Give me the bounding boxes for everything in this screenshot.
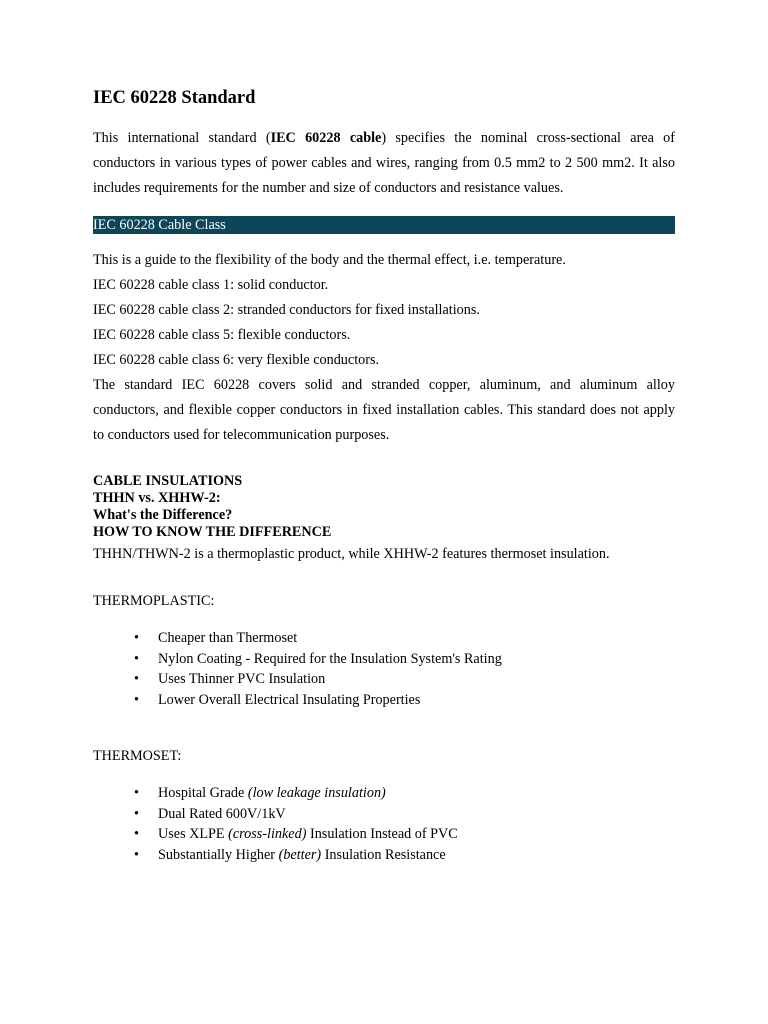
- thhn-statement: THHN/THWN-2 is a thermoplastic product, while XHHW-2 features thermoset insulation.: [93, 546, 610, 562]
- cable-class-list: [93, 248, 675, 373]
- bullet-icon: •: [134, 691, 139, 708]
- thermoset-label: THERMOSET:: [93, 748, 182, 764]
- list-item-text: Dual Rated 600V/1kV: [158, 805, 286, 822]
- class-2-line: IEC 60228 cable class 2: stranded conductors for fixed installations.: [93, 302, 480, 318]
- list-item-text: Hospital Grade: [158, 785, 248, 801]
- class-1-line: IEC 60228 cable class 1: solid conductor.: [93, 277, 329, 293]
- list-item-text: Uses XLPE: [158, 826, 229, 842]
- list-item: [93, 804, 675, 825]
- list-item-text: Cheaper than Thermoset: [158, 630, 298, 646]
- page-title: IEC 60228 Standard: [93, 88, 256, 108]
- heading-how-to-know: HOW TO KNOW THE DIFFERENCE: [93, 524, 332, 540]
- bullet-icon: •: [134, 630, 139, 646]
- heading-cable-insulations: CABLE INSULATIONS: [93, 473, 243, 489]
- class-6-line: IEC 60228 cable class 6: very flexible conductors.: [93, 352, 380, 368]
- list-item-text-end: Insulation Resistance: [321, 846, 446, 863]
- list-item-italic: (cross-linked): [228, 826, 307, 842]
- heading-thhn-vs-xhhw: THHN vs. XHHW-2:: [93, 490, 221, 506]
- list-item: [93, 845, 675, 866]
- list-item-text: Lower Overall Electrical Insulating Properties: [158, 691, 421, 708]
- insulation-headings: [93, 473, 331, 541]
- bullet-icon: •: [134, 650, 139, 667]
- thermoplastic-list: [93, 628, 675, 710]
- list-item-text: Nylon Coating - Required for the Insulation System's Rating: [158, 650, 502, 667]
- class-5-line: IEC 60228 cable class 5: flexible conductors.: [93, 327, 351, 343]
- list-item: [93, 669, 675, 690]
- list-item: [93, 649, 675, 670]
- list-item: [93, 690, 675, 711]
- intro-bold-term: IEC 60228 cable: [270, 130, 382, 146]
- bullet-icon: •: [134, 826, 139, 842]
- intro-text-end: ) specifies the nominal cross-sectional area of conductors in various types of power cables and wires, ranging from 0.5 mm2 to 2 500 mm2. It also includes requirements for the number and size of conductors and resistance values.: [93, 130, 675, 196]
- list-item-text: Uses Thinner PVC Insulation: [158, 671, 326, 687]
- bullet-icon: •: [134, 671, 139, 687]
- list-item-text-end: Insulation Instead of PVC: [306, 826, 458, 842]
- list-item-italic: (low leakage insulation): [247, 785, 386, 801]
- intro-paragraph: [93, 126, 675, 201]
- bullet-icon: •: [134, 805, 139, 822]
- section-heading-bar: IEC 60228 Cable Class: [93, 216, 675, 234]
- thermoset-list: [93, 783, 675, 865]
- intro-text-start: This international standard (: [93, 130, 271, 146]
- covers-paragraph: The standard IEC 60228 covers solid and stranded copper, aluminum, and aluminum alloy conductors, and flexible copper conductors in fixed installation cables. This standard does not apply to conductors used for telecommunication purposes.: [93, 377, 675, 443]
- thermoplastic-label: THERMOPLASTIC:: [93, 593, 215, 609]
- list-item: [93, 628, 675, 649]
- bullet-icon: •: [134, 846, 139, 863]
- list-item: [93, 783, 675, 804]
- list-item: [93, 824, 675, 845]
- list-item-text: Substantially Higher: [158, 846, 279, 863]
- heading-whats-the-difference: What's the Difference?: [93, 507, 233, 523]
- class-guide-line: This is a guide to the flexibility of the body and the thermal effect, i.e. temperature.: [93, 252, 566, 268]
- bullet-icon: •: [134, 785, 139, 801]
- list-item-italic: (better): [278, 846, 322, 863]
